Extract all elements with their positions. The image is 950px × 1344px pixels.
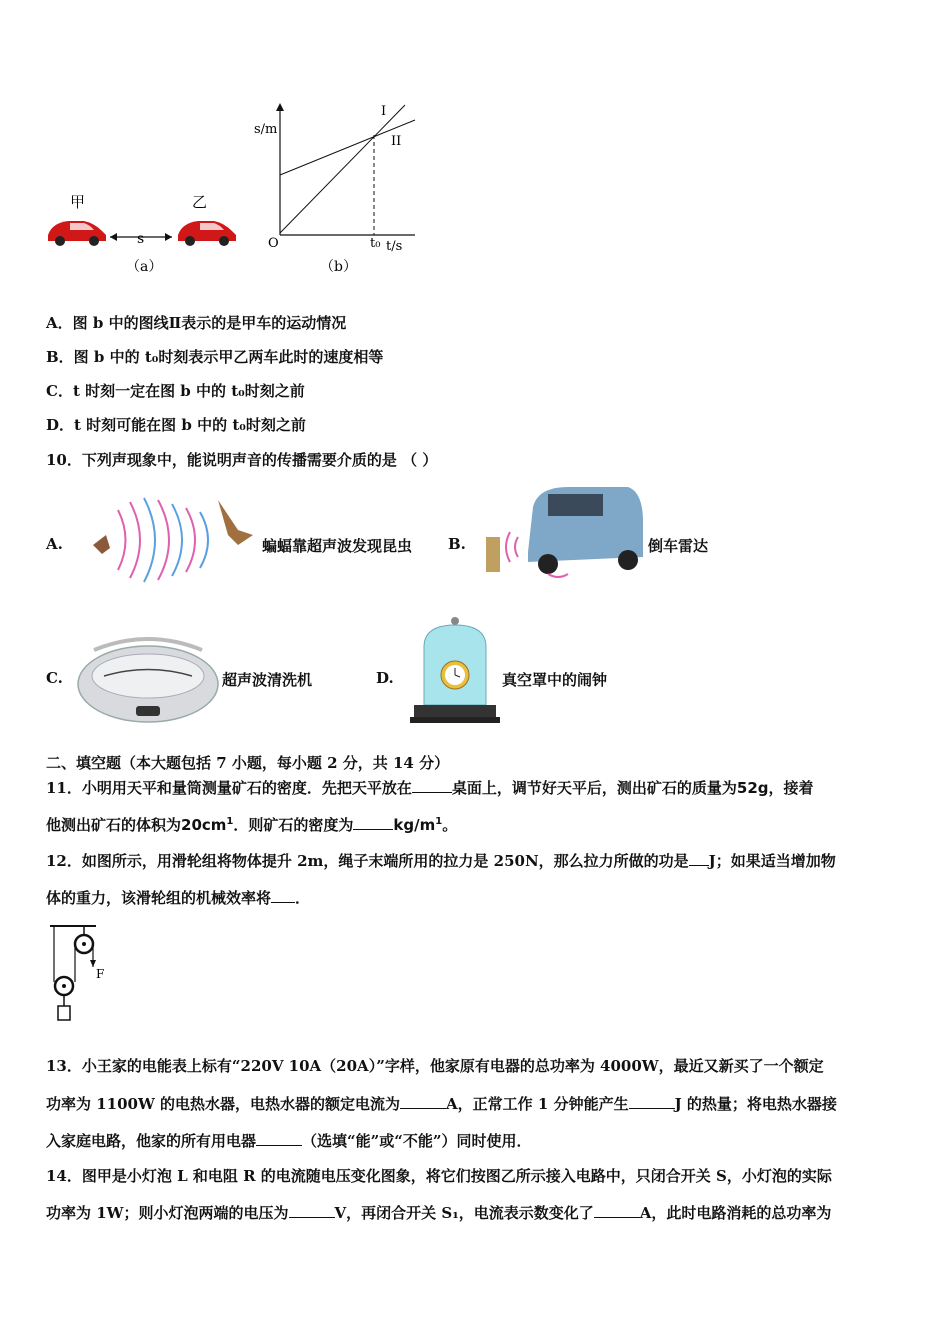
st-graph bbox=[250, 95, 430, 280]
q11-blank-2[interactable] bbox=[353, 815, 393, 830]
section2-heading: 二、填空题（本大题包括 7 小题，每小题 2 分，共 14 分） bbox=[46, 754, 450, 772]
q13-blank-2[interactable] bbox=[629, 1094, 675, 1109]
force-label: F bbox=[96, 967, 105, 981]
q13-line1: 13．小王家的电能表上标有“220V 10A（20A）”字样，他家原有电器的总功率为 4000W，最近又新买了一个额定 bbox=[46, 1057, 824, 1075]
caption-a: （a） bbox=[126, 259, 163, 275]
label-line-II: II bbox=[391, 134, 402, 149]
q10-d-text: 真空罩中的闹钟 bbox=[502, 671, 608, 689]
q11-blank-1[interactable] bbox=[412, 778, 452, 793]
q12-blank-1[interactable] bbox=[689, 851, 709, 866]
q10-a-text: 蝙蝠靠超声波发现昆虫 bbox=[262, 537, 413, 555]
q9-option-c: C．t 时刻一定在图 b 中的 t₀时刻之前 bbox=[46, 382, 305, 400]
q13-line3: 入家庭电路，他家的所有用电器 （选填“能”或“不能”）同时使用． bbox=[46, 1132, 532, 1150]
label-line-I: I bbox=[381, 104, 387, 119]
q12-line1: 12．如图所示，用滑轮组将物体提升 2m，绳子末端所用的拉力是 250N，那么拉力所做的功是 J；如果适当增加物 bbox=[46, 852, 836, 870]
q12-blank-2[interactable] bbox=[271, 888, 295, 903]
q10-c-label: C. bbox=[46, 669, 63, 687]
q12-line2: 体的重力，该滑轮组的机械效率将 ． bbox=[46, 889, 311, 907]
insect-icon bbox=[93, 535, 110, 554]
bell-jar-image bbox=[410, 617, 500, 725]
graph-t0: t₀ bbox=[370, 236, 381, 251]
load-block-icon bbox=[58, 1006, 70, 1020]
q9-option-a: A．图 b 中的图线Ⅱ表示的是甲车的运动情况 bbox=[46, 314, 347, 332]
q13-blank-3[interactable] bbox=[256, 1131, 302, 1146]
label-s: s bbox=[137, 231, 145, 247]
car-radar-image bbox=[478, 482, 646, 582]
q10-a-label: A. bbox=[46, 535, 63, 553]
label-yi: 乙 bbox=[192, 193, 208, 211]
graph-x-axis: t/s bbox=[386, 239, 403, 254]
figure-b bbox=[250, 95, 430, 280]
q14-line2: 功率为 1W；则小灯泡两端的电压为 V，再闭合开关 S₁，电流表示数变化了 A，此时电路消耗的总功率为 bbox=[46, 1204, 832, 1222]
q10-c-text: 超声波清洗机 bbox=[222, 671, 313, 689]
cars-diagram bbox=[40, 185, 250, 280]
q10-b-text: 倒车雷达 bbox=[648, 537, 709, 555]
bat-image bbox=[88, 490, 258, 590]
ultrasonic-cleaner-image bbox=[74, 628, 222, 726]
pulley-diagram bbox=[46, 922, 116, 1024]
q10-stem: 10．下列声现象中，能说明声音的传播需要介质的是 （ ） bbox=[46, 451, 438, 469]
figure-a bbox=[40, 185, 250, 280]
q10-b-label: B. bbox=[448, 535, 466, 553]
q9-option-d: D．t 时刻可能在图 b 中的 t₀时刻之前 bbox=[46, 416, 306, 434]
graph-origin: O bbox=[268, 236, 279, 251]
q13-blank-1[interactable] bbox=[400, 1094, 446, 1109]
q14-blank-2[interactable] bbox=[594, 1203, 640, 1218]
line-I bbox=[280, 105, 405, 233]
cone-icon bbox=[486, 537, 500, 572]
q14-line1: 14．图甲是小灯泡 L 和电阻 R 的电流随电压变化图象，将它们按图乙所示接入电路中，只闭合开关 S，小灯泡的实际 bbox=[46, 1167, 832, 1185]
graph-y-axis: s/m bbox=[254, 122, 278, 137]
car-yi-icon bbox=[178, 221, 236, 246]
caption-b: （b） bbox=[320, 259, 357, 275]
q13-line2: 功率为 1100W 的电热水器，电热水器的额定电流为 A，正常工作 1 分钟能产生 J 的热量；将电热水器接 bbox=[46, 1095, 837, 1113]
q9-option-b: B．图 b 中的 t₀时刻表示甲乙两车此时的速度相等 bbox=[46, 348, 384, 366]
bat-icon bbox=[218, 500, 253, 545]
q10-d-label: D. bbox=[376, 669, 394, 687]
q14-blank-1[interactable] bbox=[289, 1203, 335, 1218]
car-jia-icon bbox=[48, 221, 106, 246]
q11-line2: 他测出矿石的体积为$20cm^1$．则矿石的密度为 $kg/m^1$。 bbox=[46, 816, 458, 834]
q11-line1: 11．小明用天平和量筒测量矿石的密度．先把天平放在 桌面上，调节好天平后，测出矿石的质量为52g，接着 bbox=[46, 779, 814, 797]
label-jia: 甲 bbox=[70, 193, 86, 211]
